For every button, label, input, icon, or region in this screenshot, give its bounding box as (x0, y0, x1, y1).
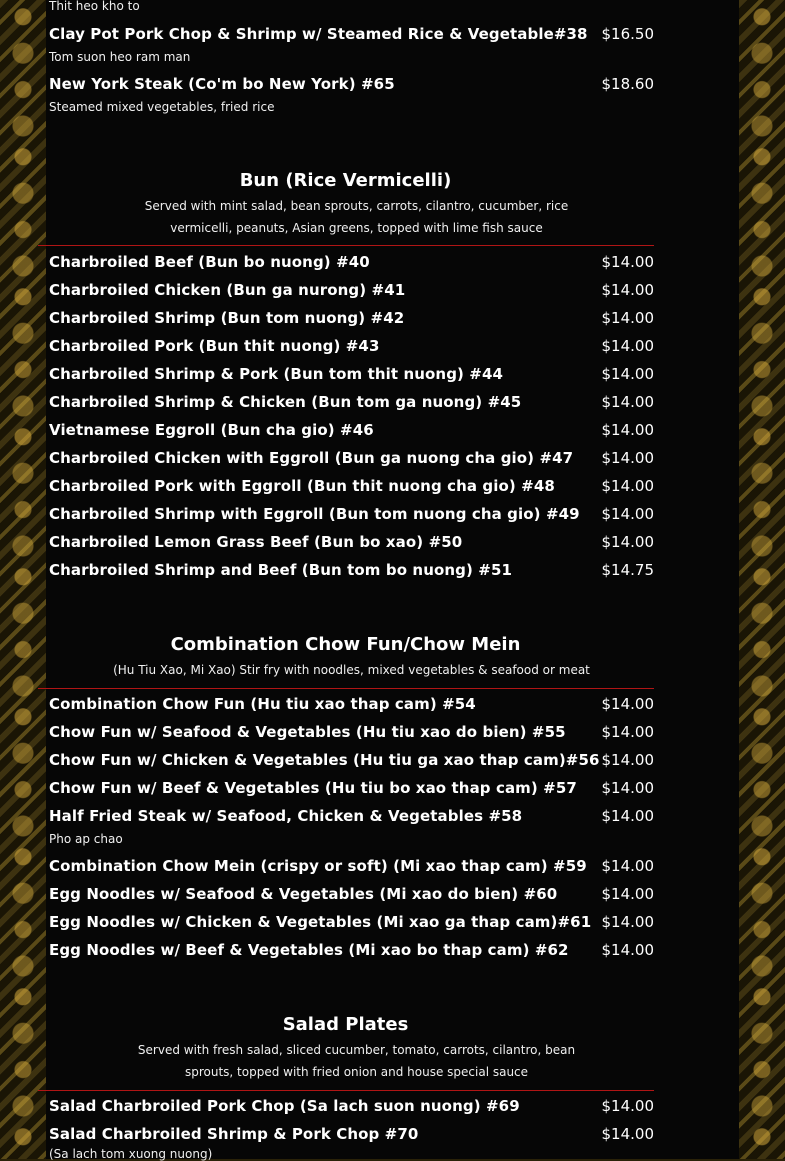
right-ornament-border (739, 0, 785, 1159)
item-description: Tom suon heo ram man (49, 50, 191, 64)
item-name: Combination Chow Mein (crispy or soft) (Mi xao thap cam) #59 (49, 857, 587, 875)
item-description: Steamed mixed vegetables, fried rice (49, 100, 275, 114)
section-description: Served with mint salad, bean sprouts, carrots, cilantro, cucumber, rice vermicelli, peanuts, Asian greens, topped with lime fish sauce (144, 199, 569, 235)
item-name: Chow Fun w/ Beef & Vegetables (Hu tiu bo xao thap cam) #57 (49, 779, 577, 797)
section-divider (38, 1090, 654, 1091)
item-description: (Sa lach tom xuong nuong) (49, 1147, 213, 1161)
item-name: Charbroiled Shrimp with Eggroll (Bun tom nuong cha gio) #49 (49, 505, 580, 523)
item-name: Combination Chow Fun (Hu tiu xao thap cam) #54 (49, 695, 476, 713)
item-name: Egg Noodles w/ Seafood & Vegetables (Mi xao do bien) #60 (49, 885, 558, 903)
item-price: $14.00 (601, 365, 654, 383)
item-description: Pho ap chao (49, 832, 123, 846)
section-divider (38, 245, 654, 246)
item-name: Charbroiled Shrimp & Pork (Bun tom thit nuong) #44 (49, 365, 504, 383)
item-name: Charbroiled Lemon Grass Beef (Bun bo xao) #50 (49, 533, 463, 551)
item-price: $14.75 (601, 561, 654, 579)
item-name: Chow Fun w/ Seafood & Vegetables (Hu tiu xao do bien) #55 (49, 723, 566, 741)
item-name: Charbroiled Beef (Bun bo nuong) #40 (49, 253, 370, 271)
item-price: $14.00 (601, 723, 654, 741)
item-price: $14.00 (601, 309, 654, 327)
item-name: Charbroiled Chicken with Eggroll (Bun ga nuong cha gio) #47 (49, 449, 574, 467)
item-name: Clay Pot Pork Chop & Shrimp w/ Steamed Rice & Vegetable#38 (49, 25, 588, 43)
section-title: Bun (Rice Vermicelli) (239, 170, 452, 191)
item-price: $14.00 (601, 751, 654, 769)
item-name: Charbroiled Shrimp and Beef (Bun tom bo nuong) #51 (49, 561, 513, 579)
item-price: $14.00 (601, 393, 654, 411)
item-name: Salad Charbroiled Pork Chop (Sa lach suon nuong) #69 (49, 1097, 520, 1115)
item-price: $14.00 (601, 477, 654, 495)
item-name: Salad Charbroiled Shrimp & Pork Chop #70 (49, 1125, 419, 1143)
item-price: $14.00 (601, 1125, 654, 1143)
item-price: $14.00 (601, 857, 654, 875)
item-price: $14.00 (601, 281, 654, 299)
item-price: $16.50 (601, 25, 654, 43)
item-name: Charbroiled Chicken (Bun ga nurong) #41 (49, 281, 406, 299)
item-price: $14.00 (601, 807, 654, 825)
item-price: $14.00 (601, 449, 654, 467)
item-name: Egg Noodles w/ Beef & Vegetables (Mi xao bo thap cam) #62 (49, 941, 569, 959)
item-name: New York Steak (Co'm bo New York) #65 (49, 75, 395, 93)
section-title: Salad Plates (282, 1014, 409, 1035)
item-price: $18.60 (601, 75, 654, 93)
item-name: Charbroiled Pork (Bun thit nuong) #43 (49, 337, 380, 355)
item-price: $14.00 (601, 695, 654, 713)
item-price: $14.00 (601, 253, 654, 271)
item-name: Chow Fun w/ Chicken & Vegetables (Hu tiu ga xao thap cam)#56 (49, 751, 600, 769)
item-price: $14.00 (601, 913, 654, 931)
item-name: Egg Noodles w/ Chicken & Vegetables (Mi xao ga thap cam)#61 (49, 913, 592, 931)
item-price: $14.00 (601, 505, 654, 523)
item-description: Thit heo kho to (49, 0, 140, 13)
item-name: Half Fried Steak w/ Seafood, Chicken & Vegetables #58 (49, 807, 523, 825)
item-name: Charbroiled Pork with Eggroll (Bun thit nuong cha gio) #48 (49, 477, 555, 495)
item-price: $14.00 (601, 941, 654, 959)
section-description: (Hu Tiu Xao, Mi Xao) Stir fry with noodles, mixed vegetables & seafood or meat (113, 663, 590, 677)
item-price: $14.00 (601, 421, 654, 439)
item-price: $14.00 (601, 885, 654, 903)
item-price: $14.00 (601, 779, 654, 797)
item-price: $14.00 (601, 1097, 654, 1115)
item-name: Charbroiled Shrimp (Bun tom nuong) #42 (49, 309, 405, 327)
item-price: $14.00 (601, 533, 654, 551)
item-name: Vietnamese Eggroll (Bun cha gio) #46 (49, 421, 374, 439)
item-name: Charbroiled Shrimp & Chicken (Bun tom ga nuong) #45 (49, 393, 522, 411)
section-divider (38, 688, 654, 689)
section-title: Combination Chow Fun/Chow Mein (170, 634, 521, 655)
item-price: $14.00 (601, 337, 654, 355)
section-description: Served with fresh salad, sliced cucumber, tomato, carrots, cilantro, bean sprouts, topped with fried onion and house special sauce (137, 1043, 576, 1079)
